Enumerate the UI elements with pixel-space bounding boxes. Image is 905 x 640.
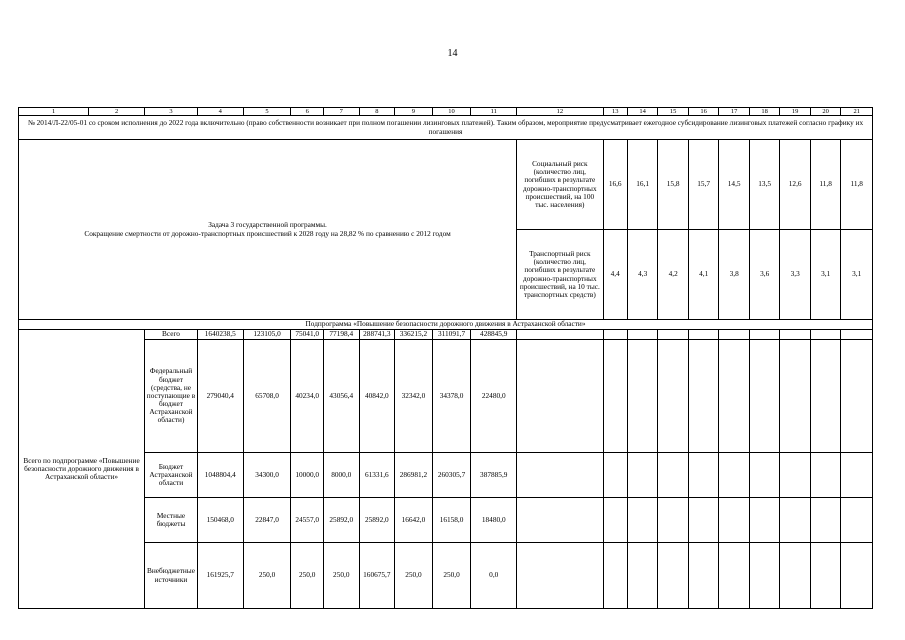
indicator-value: 3,8 — [719, 230, 750, 320]
funding-source: Федеральный бюджет (средства, не поступающие в бюджет Астраханской области) — [145, 340, 198, 453]
funding-value: 336215,2 — [395, 330, 433, 340]
column-number: 3 — [145, 108, 198, 116]
page-number: 14 — [447, 48, 458, 59]
indicator-value: 3,3 — [780, 230, 811, 320]
funding-value: 43056,4 — [323, 340, 359, 453]
program-table — [18, 107, 873, 609]
funding-value: 34300,0 — [243, 453, 291, 498]
task-cell — [19, 140, 517, 320]
funding-value: 1048804,4 — [197, 453, 243, 498]
funding-value: 260305,7 — [432, 453, 471, 498]
funding-value: 40234,0 — [291, 340, 324, 453]
indicator-value: 11,8 — [841, 140, 873, 230]
funding-row — [19, 340, 873, 453]
indicator-value: 13,5 — [749, 140, 780, 230]
funding-source: Бюджет Астраханской области — [145, 453, 198, 498]
indicator-value: 4,1 — [688, 230, 719, 320]
funding-source: Местные бюджеты — [145, 498, 198, 543]
column-number: 16 — [688, 108, 719, 116]
funding-value: 24557,0 — [291, 498, 324, 543]
funding-value: 250,0 — [243, 543, 291, 609]
contract-note: № 2014/Л-22/05-01 со сроком исполнения до 2022 года включительно (право собственности возникает при полном погашении лизинговых платежей). Таким образом, мероприятие предусматривает ежегодное субсидирование лизинговых платежей согласно графику их погашения — [19, 116, 873, 140]
column-number: 17 — [719, 108, 750, 116]
funding-source: Всего — [145, 330, 198, 340]
funding-value: 25892,0 — [359, 498, 395, 543]
subprogram-title-row — [19, 320, 873, 330]
funding-value: 279040,4 — [197, 340, 243, 453]
column-number: 9 — [395, 108, 433, 116]
column-number: 14 — [627, 108, 658, 116]
contract-note-row — [19, 116, 873, 140]
funding-value: 250,0 — [323, 543, 359, 609]
indicator-value: 4,3 — [627, 230, 658, 320]
column-number: 7 — [323, 108, 359, 116]
funding-value: 8000,0 — [323, 453, 359, 498]
indicator-label: Социальный риск (количество лиц, погибших в результате дорожно-транспортных происшествий, на 100 тыс. населения) — [517, 140, 603, 230]
funding-row — [19, 453, 873, 498]
column-number: 8 — [359, 108, 395, 116]
funding-value: 75041,0 — [291, 330, 324, 340]
indicator-value: 16,1 — [627, 140, 658, 230]
column-number: 13 — [603, 108, 627, 116]
column-number: 4 — [197, 108, 243, 116]
funding-value: 10000,0 — [291, 453, 324, 498]
indicator-label: Транспортный риск (количество лиц, погибших в результате дорожно-транспортных происшествий, на 10 тыс. транспортных средств) — [517, 230, 603, 320]
funding-value: 288741,3 — [359, 330, 395, 340]
column-number: 11 — [471, 108, 517, 116]
column-number: 5 — [243, 108, 291, 116]
funding-value: 16158,0 — [432, 498, 471, 543]
indicator-value: 12,6 — [780, 140, 811, 230]
column-number: 20 — [810, 108, 841, 116]
funding-value: 22847,0 — [243, 498, 291, 543]
task-title: Задача 3 государственной программы. — [208, 220, 327, 230]
indicator-value: 3,1 — [841, 230, 873, 320]
funding-row — [19, 330, 873, 340]
funding-value: 250,0 — [291, 543, 324, 609]
funding-value: 250,0 — [395, 543, 433, 609]
funding-value: 77198,4 — [323, 330, 359, 340]
indicator-value: 3,6 — [749, 230, 780, 320]
indicator-value: 3,1 — [810, 230, 841, 320]
indicator-row — [19, 140, 873, 230]
column-number: 6 — [291, 108, 324, 116]
funding-row — [19, 498, 873, 543]
funding-value: 150468,0 — [197, 498, 243, 543]
funding-row — [19, 543, 873, 609]
funding-value: 286981,2 — [395, 453, 433, 498]
funding-value: 65708,0 — [243, 340, 291, 453]
funding-value: 311091,7 — [432, 330, 471, 340]
task-description: Сокращение смертности от дорожно-транспортных происшествий к 2028 году на 28,82 % по сравнению с 2012 годом — [84, 228, 451, 238]
funding-value: 61331,6 — [359, 453, 395, 498]
funding-value: 25892,0 — [323, 498, 359, 543]
indicator-value: 4,4 — [603, 230, 627, 320]
funding-value: 161925,7 — [197, 543, 243, 609]
funding-value: 123105,0 — [243, 330, 291, 340]
funding-value: 1640238,5 — [197, 330, 243, 340]
funding-source: Внебюджетные источники — [145, 543, 198, 609]
indicator-value: 15,8 — [658, 140, 689, 230]
column-number: 2 — [89, 108, 145, 116]
column-number: 21 — [841, 108, 873, 116]
funding-value: 32342,0 — [395, 340, 433, 453]
subprogram-title: Подпрограмма «Повышение безопасности дорожного движения в Астраханской области» — [19, 320, 873, 330]
funding-value: 0,0 — [471, 543, 517, 609]
column-number: 19 — [780, 108, 811, 116]
column-number: 1 — [19, 108, 89, 116]
column-number: 12 — [517, 108, 603, 116]
indicator-value: 4,2 — [658, 230, 689, 320]
indicator-value: 16,6 — [603, 140, 627, 230]
column-number-row — [19, 108, 873, 116]
funding-value: 22480,0 — [471, 340, 517, 453]
funding-value: 40842,0 — [359, 340, 395, 453]
column-number: 15 — [658, 108, 689, 116]
funding-value: 160675,7 — [359, 543, 395, 609]
subprogram-total-label: Всего по подпрограмме «Повышение безопасности дорожного движения в Астраханской области» — [19, 330, 145, 609]
funding-value: 250,0 — [432, 543, 471, 609]
funding-value: 34378,0 — [432, 340, 471, 453]
indicator-value: 15,7 — [688, 140, 719, 230]
indicator-value: 11,8 — [810, 140, 841, 230]
funding-value: 428845,9 — [471, 330, 517, 340]
funding-value: 387885,9 — [471, 453, 517, 498]
funding-value: 16642,0 — [395, 498, 433, 543]
funding-value: 18480,0 — [471, 498, 517, 543]
indicator-value: 14,5 — [719, 140, 750, 230]
column-number: 18 — [749, 108, 780, 116]
column-number: 10 — [432, 108, 471, 116]
